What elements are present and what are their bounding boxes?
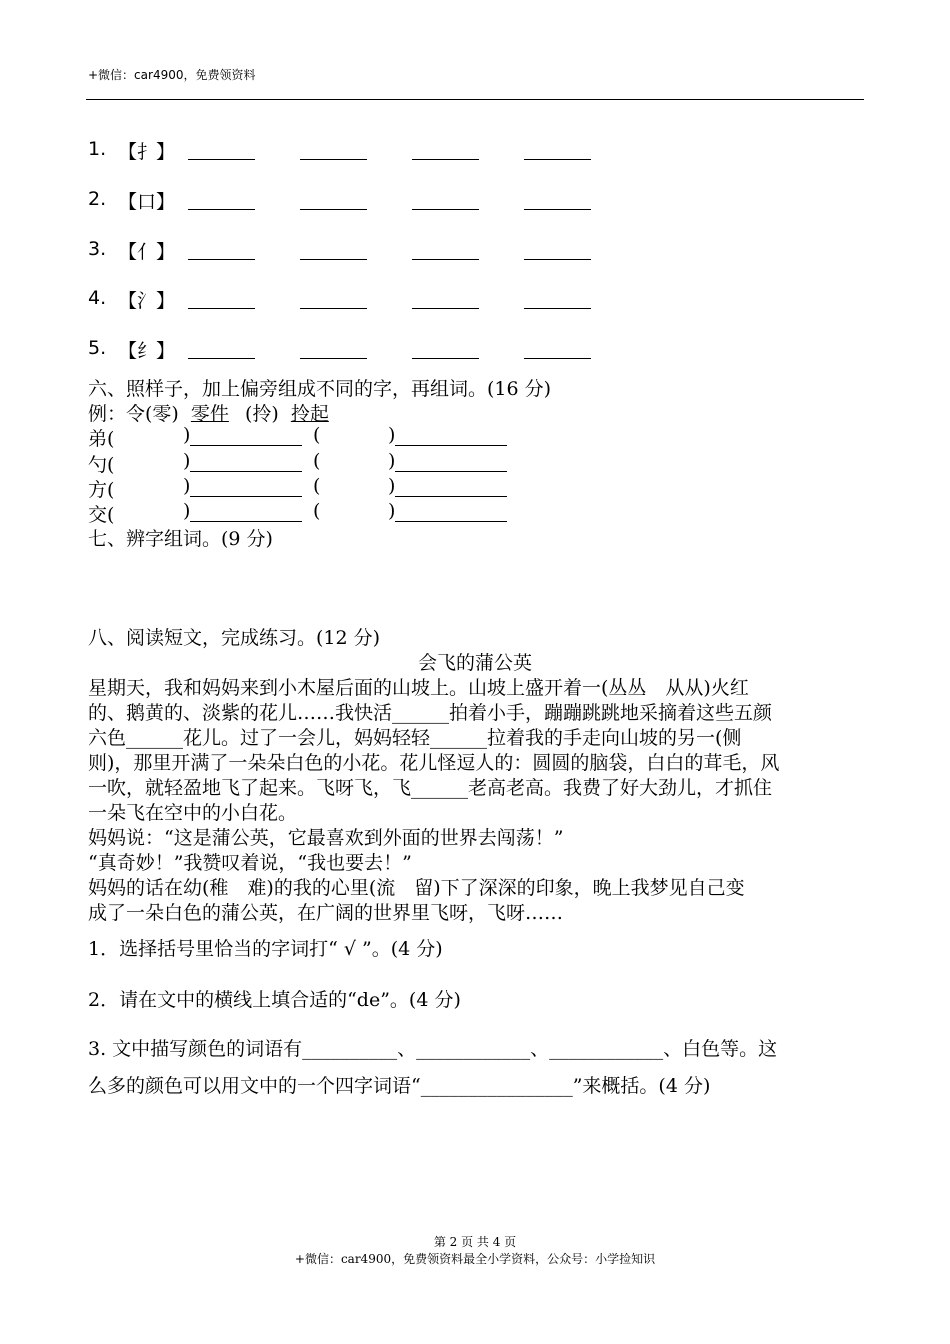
header-text: +微信：car4900，免费领资料	[88, 68, 256, 82]
answer-blank[interactable]	[300, 308, 367, 309]
word-blank[interactable]	[190, 471, 302, 472]
radical: 【扌】	[118, 141, 176, 163]
answer-blank[interactable]	[524, 209, 591, 210]
answer-blank[interactable]	[412, 308, 479, 309]
paren-close: )	[183, 500, 191, 522]
paren-open: (	[313, 450, 321, 472]
paren-close: )	[388, 500, 396, 522]
example-line	[88, 399, 329, 426]
base-char: 交(	[88, 504, 115, 526]
word-blank[interactable]	[190, 521, 302, 522]
answer-blank[interactable]	[524, 358, 591, 359]
answer-blank[interactable]	[524, 308, 591, 309]
radical: 【氵】	[118, 290, 176, 312]
paren-open: (	[313, 500, 321, 522]
section-8-title: 八、阅读短文，完成练习。(12 分)	[88, 627, 381, 649]
story-line: 一吹，就轻盈地飞了起来。飞呀飞，飞______老高老高。我费了好大劲儿，才抓住	[88, 777, 773, 799]
row-number: 4.	[88, 287, 107, 309]
answer-blank[interactable]	[300, 358, 367, 359]
base-char: 弟(	[88, 428, 115, 450]
word-blank[interactable]	[395, 471, 507, 472]
story-line: 妈妈的话在幼(稚 难)的我的心里(流 留)下了深深的印象，晚上我梦见自己变	[88, 877, 745, 899]
page-number: 第 2 页 共 4 页	[433, 1235, 517, 1249]
story-line: 一朵飞在空中的小白花。	[88, 802, 298, 824]
header-rule	[86, 99, 864, 100]
question-3-line-2: 么多的颜色可以用文中的一个四字词语“________________”来概括。(4 分)	[88, 1075, 711, 1097]
answer-blank[interactable]	[188, 159, 255, 160]
answer-blank[interactable]	[412, 209, 479, 210]
answer-blank[interactable]	[524, 159, 591, 160]
story-line: 则)，那里开满了一朵朵白色的小花。花儿怪逗人的：圆圆的脑袋，白白的茸毛，风	[88, 752, 780, 774]
answer-blank[interactable]	[412, 259, 479, 260]
row-number: 3.	[88, 238, 107, 260]
row-number: 1.	[88, 138, 107, 160]
story-line: 妈妈说：“这是蒲公英，它最喜欢到外面的世界去闯荡！”	[88, 827, 564, 849]
word-blank[interactable]	[190, 445, 302, 446]
section-6-title: 六、照样子，加上偏旁组成不同的字，再组词。(16 分)	[88, 378, 552, 400]
question-2: 2．请在文中的横线上填合适的“de”。(4 分)	[88, 989, 461, 1011]
story-line: 的、鹅黄的、淡紫的花儿……我快活______拍着小手，蹦蹦跳跳地采摘着这些五颜	[88, 702, 773, 724]
row-number: 2.	[88, 188, 107, 210]
footer-text: +微信：car4900，免费领资料最全小学资料，公众号：小学捡知识	[294, 1252, 656, 1266]
example-word: 拎起	[290, 403, 329, 425]
answer-blank[interactable]	[188, 308, 255, 309]
story-line: 六色______花儿。过了一会儿，妈妈轻轻______拉着我的手走向山坡的另一(侧	[88, 727, 742, 749]
word-blank[interactable]	[395, 445, 507, 446]
answer-blank[interactable]	[300, 259, 367, 260]
paren-close: )	[183, 475, 191, 497]
question-1: 1．选择括号里恰当的字词打“ √ ”。(4 分)	[88, 938, 443, 960]
paren-close: )	[183, 424, 191, 446]
word-blank[interactable]	[395, 521, 507, 522]
word-blank[interactable]	[190, 496, 302, 497]
paren-close: )	[183, 450, 191, 472]
answer-blank[interactable]	[188, 259, 255, 260]
answer-blank[interactable]	[412, 159, 479, 160]
question-3-line-1: 3. 文中描写颜色的词语有__________、____________、____________、白色等。这	[88, 1038, 778, 1060]
story-line: 成了一朵白色的蒲公英，在广阔的世界里飞呀，飞呀……	[88, 902, 564, 924]
section-7-title: 七、辨字组词。(9 分)	[88, 528, 273, 550]
story-line: “真奇妙！”我赞叹着说，“我也要去！”	[88, 852, 412, 874]
radical: 【亻】	[118, 241, 176, 263]
example-mid: (拎)	[244, 403, 279, 425]
radical: 【纟】	[118, 340, 176, 362]
answer-blank[interactable]	[300, 159, 367, 160]
story-line: 星期天，我和妈妈来到小木屋后面的山坡上。山坡上盛开着一(丛丛 从从)火红	[88, 677, 749, 699]
story-title: 会飞的蒲公英	[417, 652, 532, 674]
paren-close: )	[388, 424, 396, 446]
paren-open: (	[313, 424, 321, 446]
answer-blank[interactable]	[524, 259, 591, 260]
answer-blank[interactable]	[412, 358, 479, 359]
radical: 【口】	[118, 191, 176, 213]
paren-open: (	[313, 475, 321, 497]
example-word: 零件	[190, 403, 229, 425]
answer-blank[interactable]	[188, 358, 255, 359]
answer-blank[interactable]	[300, 209, 367, 210]
word-blank[interactable]	[395, 496, 507, 497]
paren-close: )	[388, 475, 396, 497]
paren-close: )	[388, 450, 396, 472]
base-char: 勺(	[88, 454, 115, 476]
example-prefix: 例：令(零)	[88, 403, 179, 425]
row-number: 5.	[88, 337, 107, 359]
base-char: 方(	[88, 479, 115, 501]
answer-blank[interactable]	[188, 209, 255, 210]
